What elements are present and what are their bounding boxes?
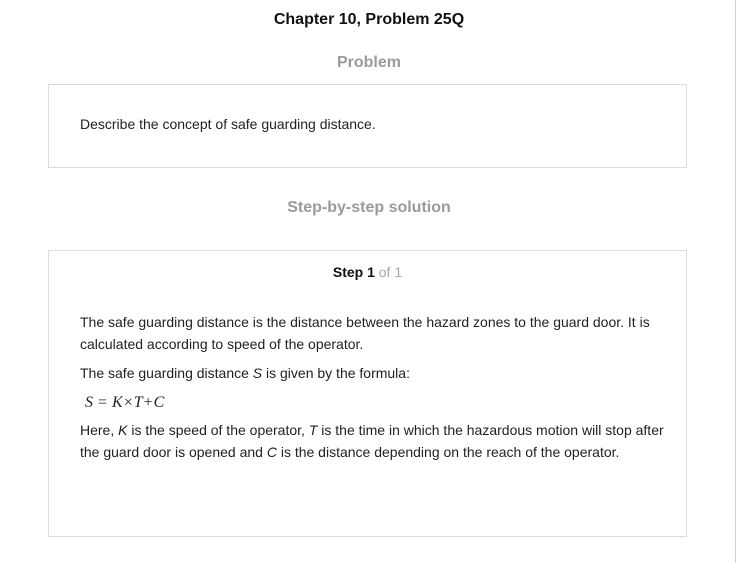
variable-k: K: [118, 422, 128, 438]
right-divider: [735, 0, 736, 563]
problem-heading: Problem: [336, 54, 401, 71]
variable-t: T: [308, 422, 318, 438]
solution-paragraph-1: The safe guarding distance is the distance between the hazard zones to the guard door. It is calculated according to speed of the operator.: [80, 314, 650, 352]
paragraph-2-text-after: is given by the formula:: [262, 365, 410, 381]
paragraph-3-part-1: Here,: [80, 422, 119, 438]
formula-plus: +: [143, 394, 153, 411]
step-label: Step 1: [332, 264, 375, 280]
paragraph-3-part-4: is the distance depending on the reach of the operator.: [276, 444, 620, 460]
formula-times: ×: [123, 394, 133, 411]
solution-paragraph-3: [80, 419, 670, 463]
formula-c: C: [153, 394, 165, 411]
variable-s: S: [252, 365, 263, 381]
formula-equals: =: [98, 394, 108, 411]
paragraph-3-part-3: is the time in which the hazardous motion will stop after the guard door is opened and: [80, 422, 664, 460]
formula-s: S: [85, 394, 93, 411]
problem-box: [48, 84, 687, 168]
paragraph-3-part-2: is the speed of the operator,: [127, 422, 309, 438]
step-count: of 1: [378, 264, 403, 280]
solution-body: [80, 311, 670, 470]
formula: [85, 391, 670, 415]
problem-text: Describe the concept of safe guarding distance.: [80, 116, 376, 132]
paragraph-2-text-before: The safe guarding distance: [80, 365, 253, 381]
formula-k: K: [112, 394, 123, 411]
solution-box: [48, 250, 687, 537]
step-indicator: [49, 264, 686, 280]
solution-heading: Step-by-step solution: [287, 199, 451, 216]
formula-t: T: [133, 394, 143, 411]
variable-c: C: [266, 444, 277, 460]
chapter-title: Chapter 10, Problem 25Q: [273, 11, 465, 28]
solution-paragraph-2: [80, 362, 670, 384]
